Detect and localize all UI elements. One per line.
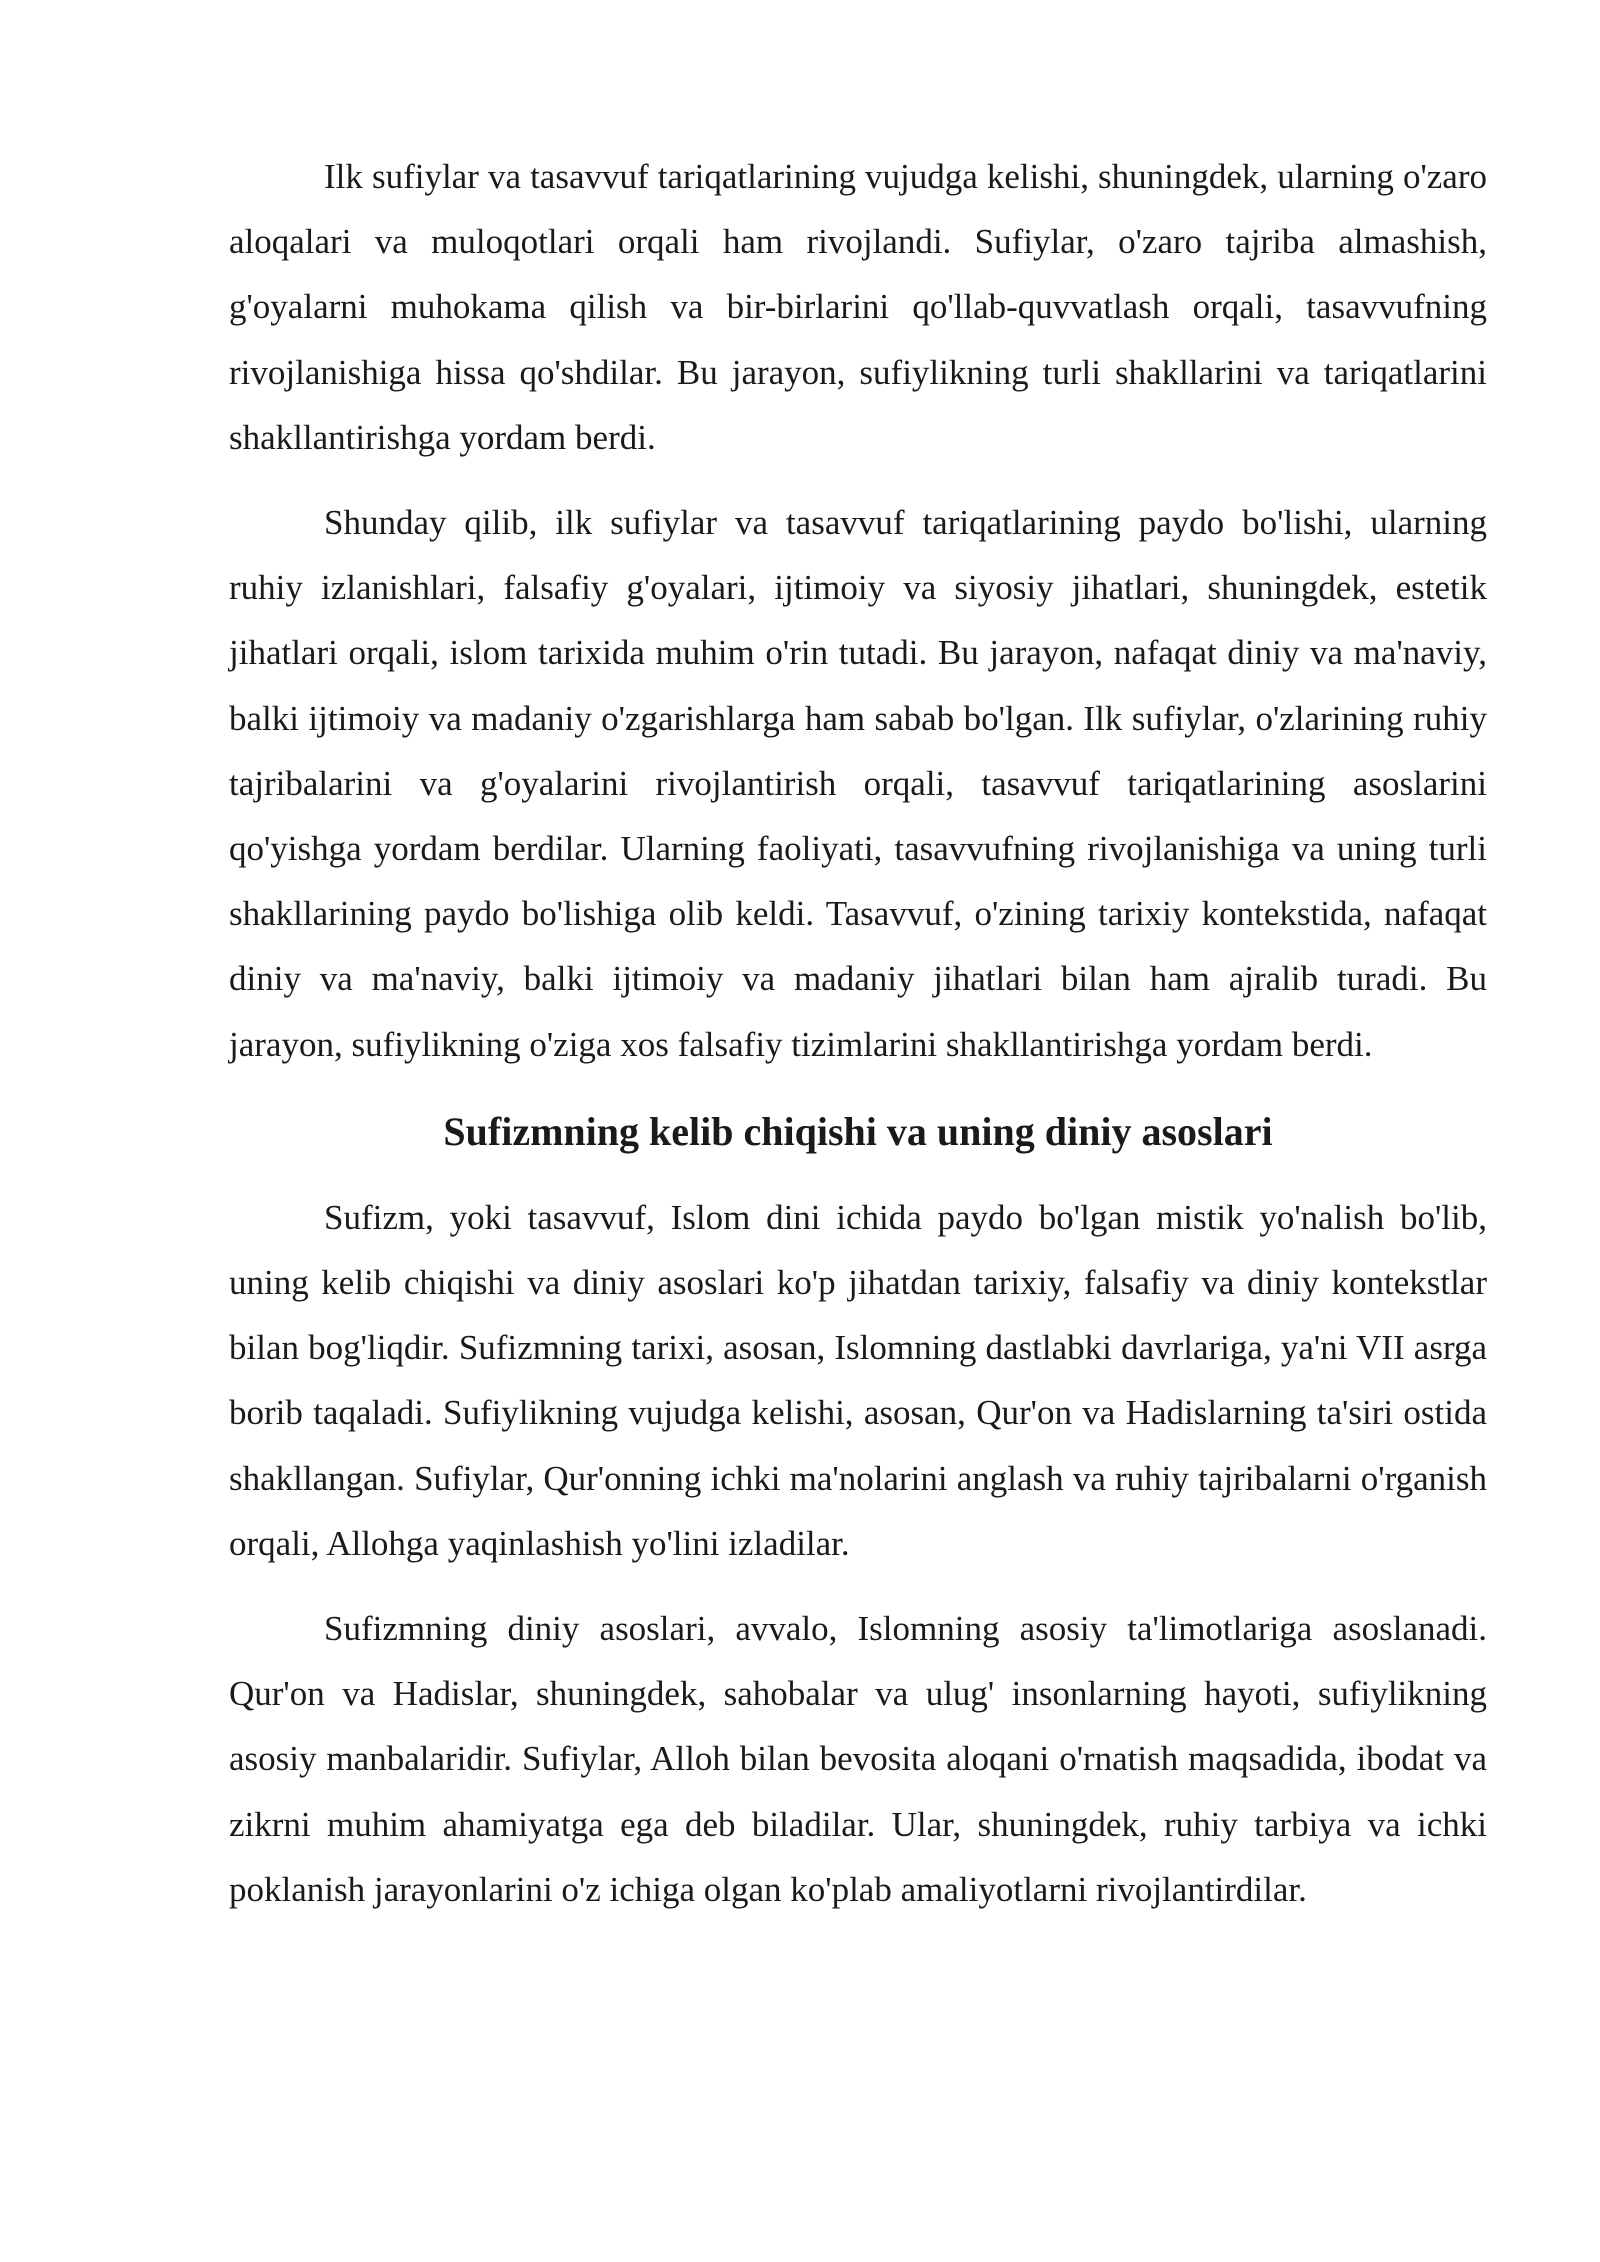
paragraph: Sufizmning diniy asoslari, avvalo, Islomning asosiy ta'limotlariga asoslanadi. Qur'on va Hadislar, shuningdek, sahobalar va ulug' insonlarning hayoti, sufiylikning asosiy manbalaridir. Sufiylar, Alloh bilan bevosita aloqani o'rnatish maqsadida, ibodat va zikrni muhim ahamiyatga ega deb biladilar. Ular, shuningdek, ruhiy tarbiya va ichki poklanish jarayonlarini o'z ichiga olgan ko'plab amaliyotlarni rivojlantirdilar. [229,1609,1487,1909]
document-page [229,144,1487,1922]
paragraph: Ilk sufiylar va tasavvuf tariqatlarining vujudga kelishi, shuningdek, ularning o'zaro aloqalari va muloqotlari orqali ham rivojlandi. Sufiylar, o'zaro tajriba almashish, g'oyalarni muhokama qilish va bir-birlarini qo'llab-quvvatlash orqali, tasavvufning rivojlanishiga hissa qo'shdilar. Bu jarayon, sufiylikning turli shakllarini va tariqatlarini shakllantirishga yordam berdi. [229,157,1487,457]
paragraph: Shunday qilib, ilk sufiylar va tasavvuf tariqatlarining paydo bo'lishi, ularning ruhiy izlanishlari, falsafiy g'oyalari, ijtimoiy va siyosiy jihatlari, shuningdek, estetik jihatlari orqali, islom tarixida muhim o'rin tutadi. Bu jarayon, nafaqat diniy va ma'naviy, balki ijtimoiy va madaniy o'zgarishlarga ham sabab bo'lgan. Ilk sufiylar, o'zlarining ruhiy tajribalarini va g'oyalarini rivojlantirish orqali, tasavvuf tariqatlarining asoslarini qo'yishga yordam berdilar. Ularning faoliyati, tasavvufning rivojlanishiga va uning turli shakllarining paydo bo'lishiga olib keldi. Tasavvuf, o'zining tarixiy kontekstida, nafaqat diniy va ma'naviy, balki ijtimoiy va madaniy jihatlari bilan ham ajralib turadi. Bu jarayon, sufiylikning o'ziga xos falsafiy tizimlarini shakllantirishga yordam berdi. [229,503,1487,1064]
section-heading: Sufizmning kelib chiqishi va uning diniy asoslari [443,1108,1273,1154]
paragraph: Sufizm, yoki tasavvuf, Islom dini ichida paydo bo'lgan mistik yo'nalish bo'lib, uning kelib chiqishi va diniy asoslari ko'p jihatdan tarixiy, falsafiy va diniy kontekstlar bilan bog'liqdir. Sufizmning tarixi, asosan, Islomning dastlabki davrlariga, ya'ni VII asrga borib taqaladi. Sufiylikning vujudga kelishi, asosan, Qur'on va Hadislarning ta'siri ostida shakllangan. Sufiylar, Qur'onning ichki ma'nolarini anglash va ruhiy tajribalarni o'rganish orqali, Allohga yaqinlashish yo'lini izladilar. [229,1197,1487,1563]
